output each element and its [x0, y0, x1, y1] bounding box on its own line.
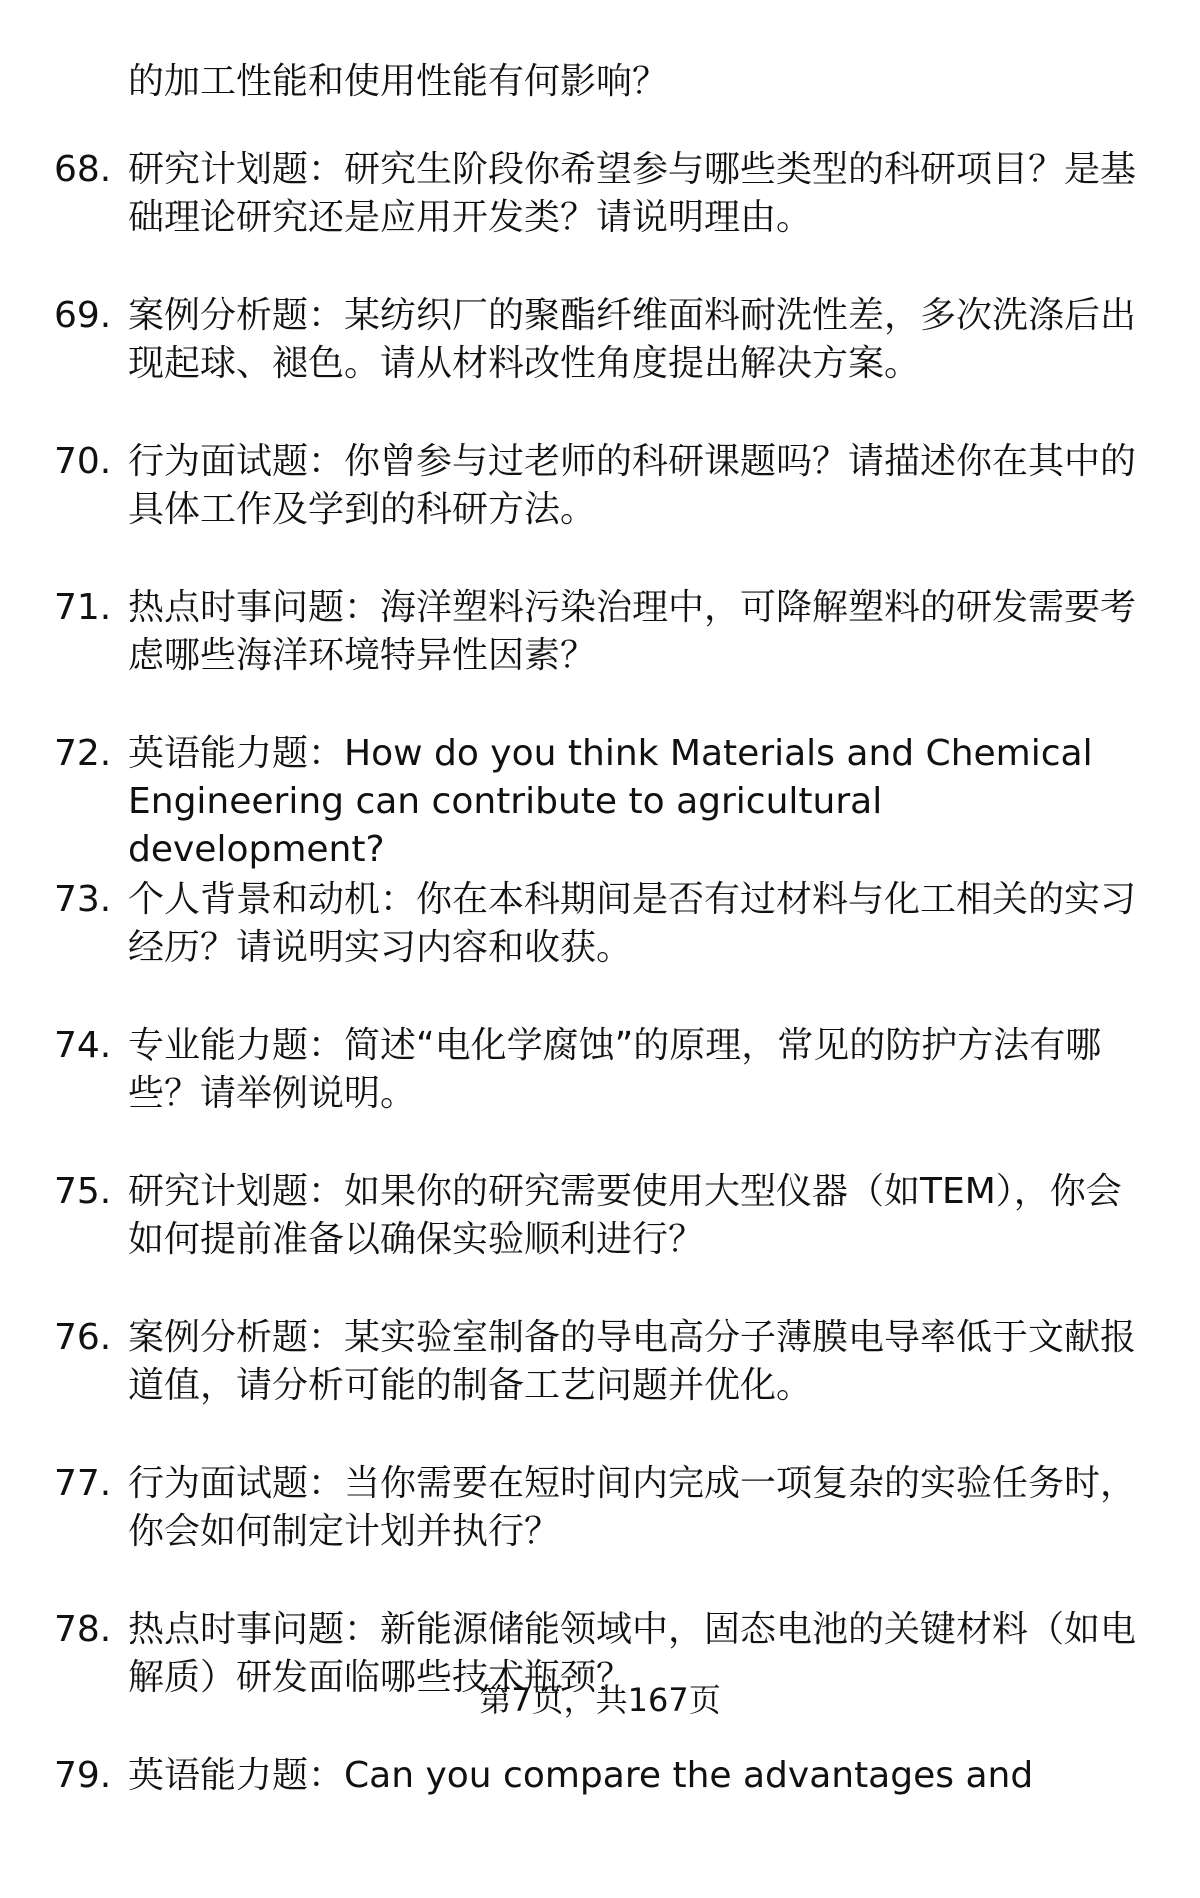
question-number: 73. — [54, 879, 112, 920]
question-number: 70. — [54, 441, 112, 482]
question-item-76 — [0, 1314, 1200, 1460]
question-item-73 — [0, 876, 1200, 1022]
question-number: 71. — [54, 587, 112, 628]
question-item-68 — [0, 146, 1200, 292]
question-text: 热点时事问题：海洋塑料污染治理中，可降解塑料的研发需要考虑哪些海洋环境特异性因素？ — [128, 587, 1137, 676]
question-text: 英语能力题：Can you compare the advantages and — [128, 1755, 1034, 1796]
question-number: 68. — [54, 149, 112, 190]
question-item-77 — [0, 1460, 1200, 1606]
question-item-72 — [0, 730, 1200, 876]
question-number: 69. — [54, 295, 112, 336]
question-text: 热点时事问题：新能源储能领域中，固态电池的关键材料（如电解质）研发面临哪些技术瓶颈？ — [128, 1609, 1137, 1698]
question-number: 72. — [54, 733, 112, 774]
question-text: 研究计划题：研究生阶段你希望参与哪些类型的科研项目？是基础理论研究还是应用开发类？请说明理由。 — [128, 149, 1137, 238]
question-item-78 — [0, 1606, 1200, 1752]
question-list — [0, 146, 1200, 1898]
question-item-79 — [0, 1752, 1200, 1898]
question-number: 75. — [54, 1171, 112, 1212]
question-item-70 — [0, 438, 1200, 584]
question-text: 案例分析题：某实验室制备的导电高分子薄膜电导率低于文献报道值，请分析可能的制备工艺问题并优化。 — [128, 1317, 1137, 1406]
question-number: 74. — [54, 1025, 112, 1066]
question-number: 79. — [54, 1755, 112, 1796]
question-item-69 — [0, 292, 1200, 438]
question-text: 案例分析题：某纺织厂的聚酯纤维面料耐洗性差，多次洗涤后出现起球、褪色。请从材料改性角度提出解决方案。 — [128, 295, 1137, 384]
question-number: 76. — [54, 1317, 112, 1358]
question-number: 77. — [54, 1463, 112, 1504]
question-text: 英语能力题：How do you think Materials and Chemical Engineering can contribute to agricultural development? — [128, 733, 1093, 870]
continued-question-text: 的加工性能和使用性能有何影响？ — [128, 61, 669, 102]
question-item-71 — [0, 584, 1200, 730]
question-text: 行为面试题：你曾参与过老师的科研课题吗？请描述你在其中的具体工作及学到的科研方法。 — [128, 441, 1137, 530]
question-item-74 — [0, 1022, 1200, 1168]
question-text: 研究计划题：如果你的研究需要使用大型仪器（如TEM），你会如何提前准备以确保实验顺利进行？ — [128, 1171, 1122, 1260]
question-item-75 — [0, 1168, 1200, 1314]
question-text: 个人背景和动机：你在本科期间是否有过材料与化工相关的实习经历？请说明实习内容和收获。 — [128, 879, 1137, 968]
page-footer: 第7页，共167页 — [479, 1681, 721, 1719]
question-number: 78. — [54, 1609, 112, 1650]
question-text: 专业能力题：简述“电化学腐蚀”的原理，常见的防护方法有哪些？请举例说明。 — [128, 1025, 1102, 1114]
question-text: 行为面试题：当你需要在短时间内完成一项复杂的实验任务时，你会如何制定计划并执行？ — [128, 1463, 1137, 1552]
